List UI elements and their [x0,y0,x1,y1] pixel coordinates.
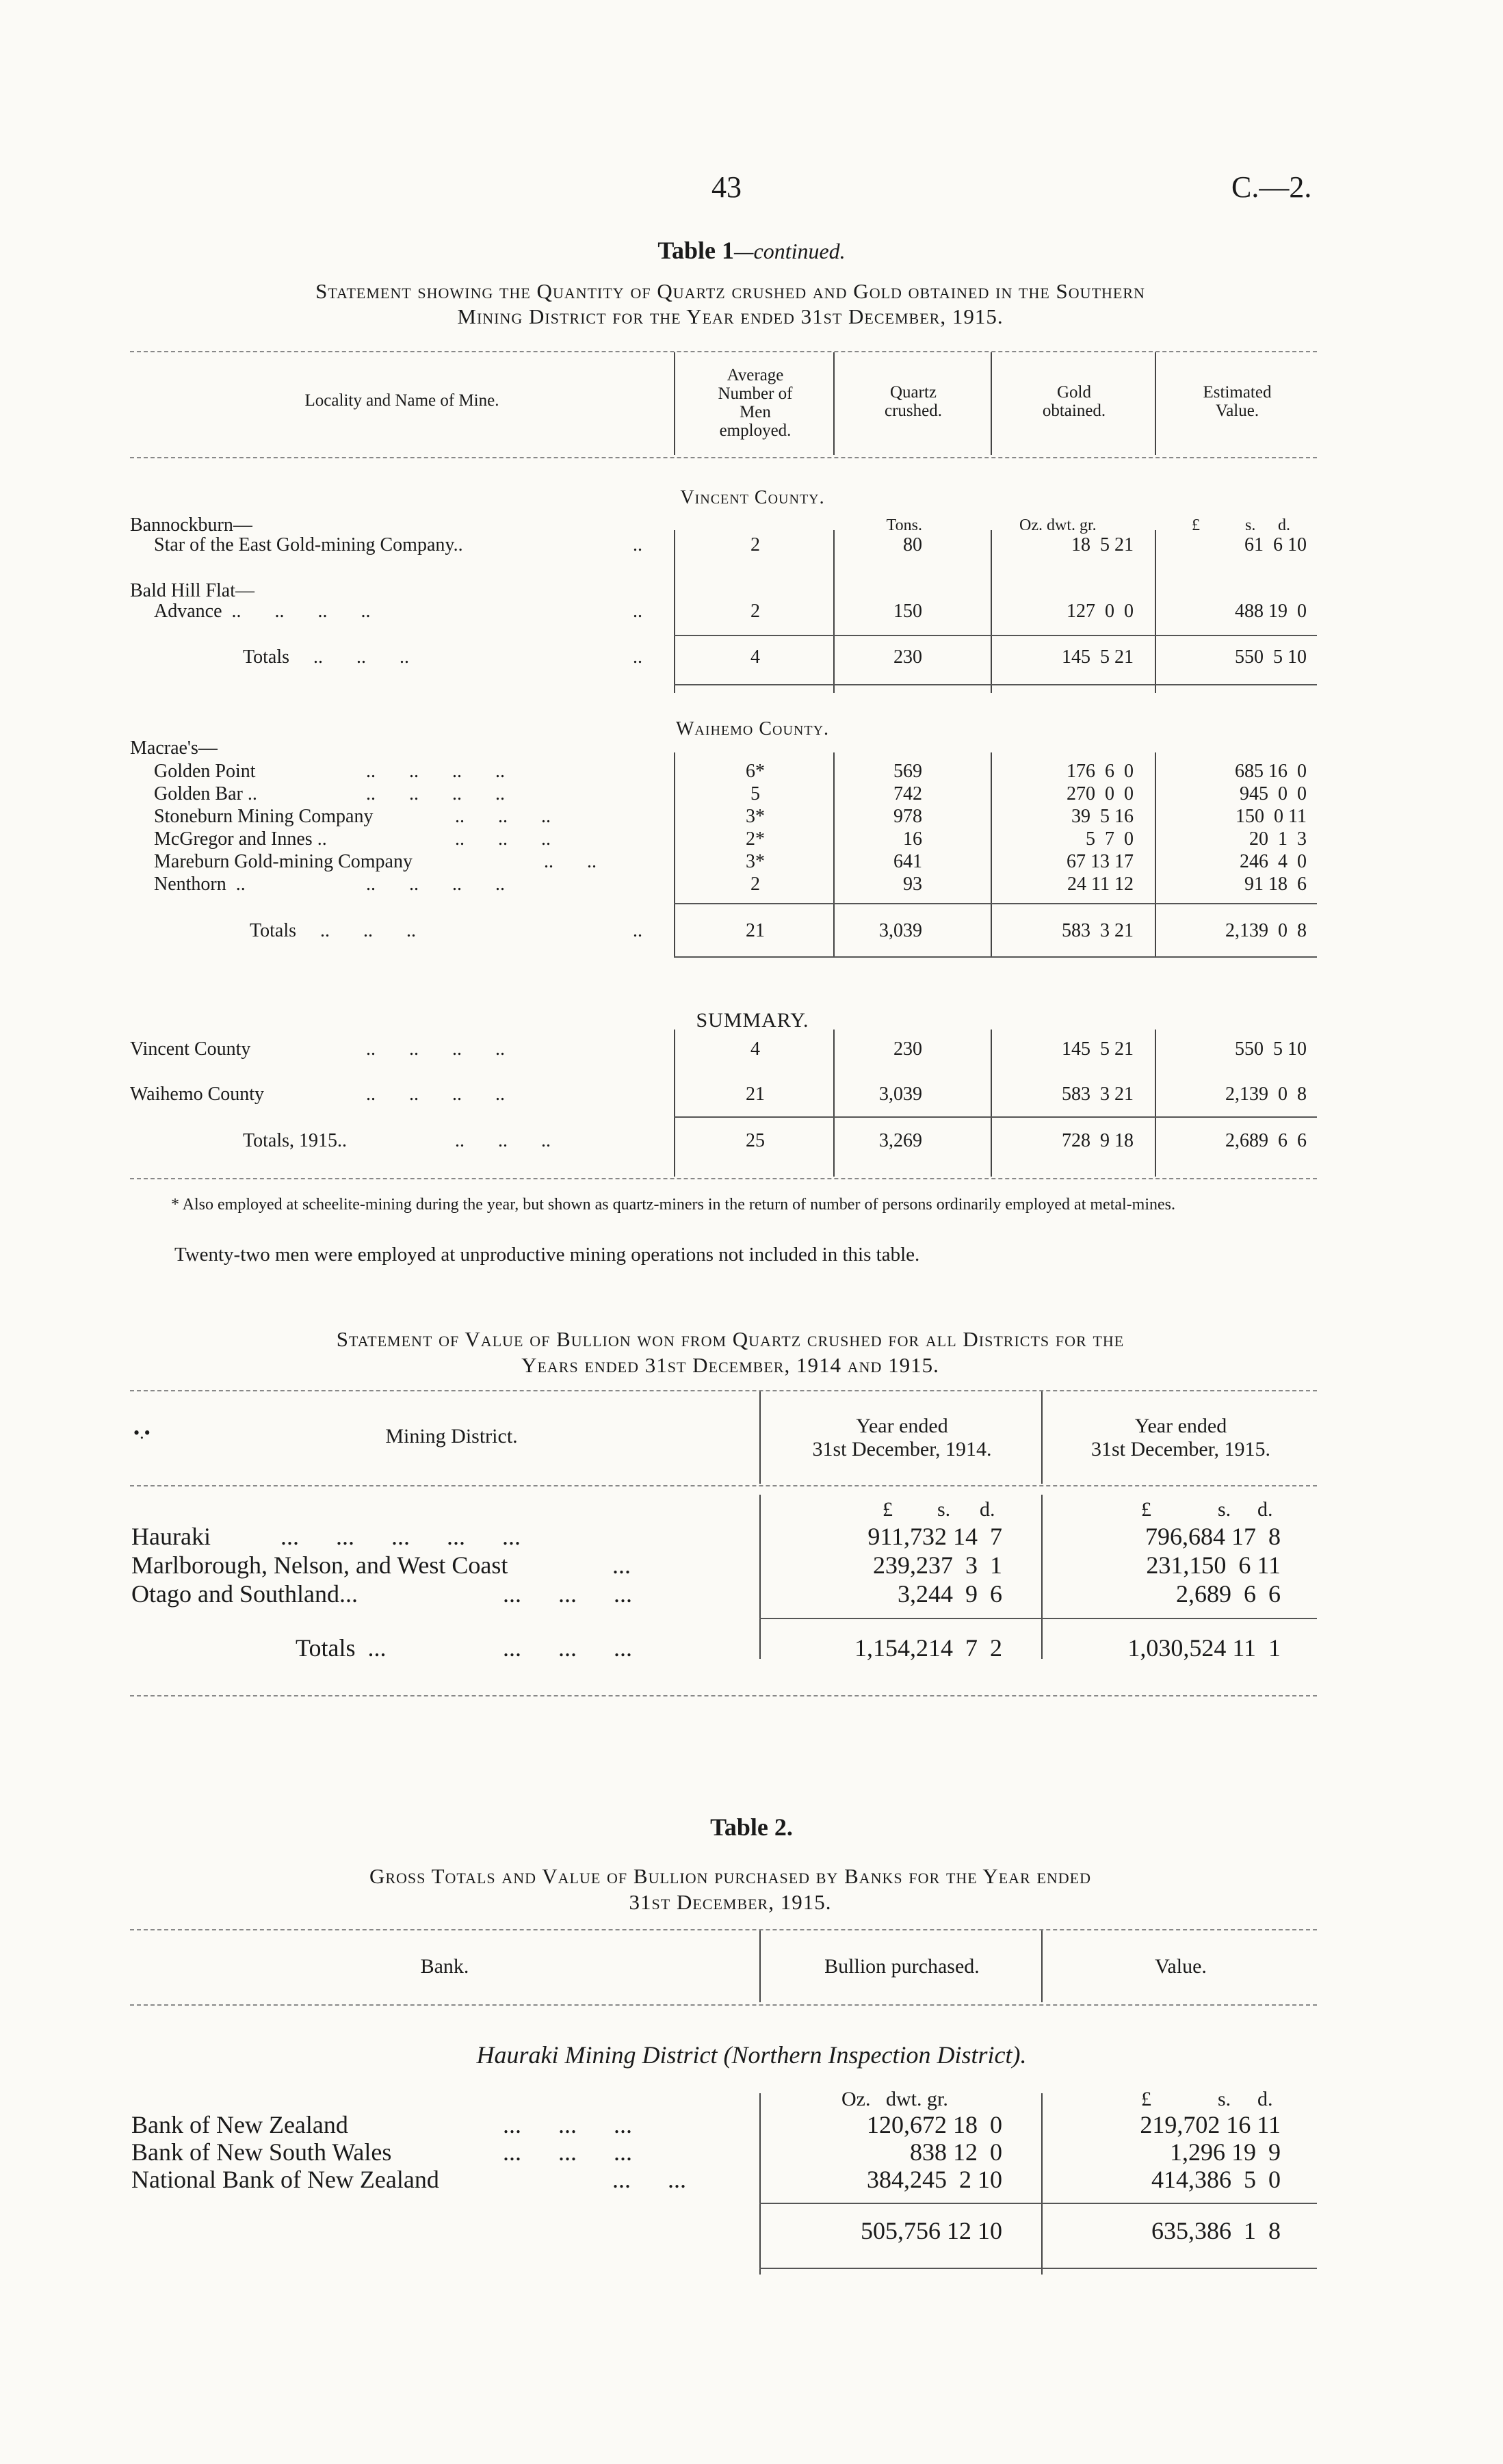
gold-obtained: 145 5 21 [1062,1038,1134,1060]
table1-column-divider [1155,1030,1156,1177]
leader-dots: .. .. .. .. [366,1038,505,1060]
estimated-value: 150 0 11 [1236,806,1307,827]
bullion-purchased: 384,245 2 10 [867,2166,1002,2193]
leader-dots: ... ... ... [503,2111,632,2138]
estimated-value: 488 19 0 [1235,601,1307,622]
subtotal-rule [759,2203,1317,2204]
quartz-crushed: 93 [903,874,922,895]
leader-dots: .. [633,534,642,555]
header-men: Average Number of Men employed. [718,366,793,440]
bank-name: Bank of New Zealand [131,2111,348,2138]
bullion-column-divider [1041,1495,1043,1659]
header-mining-district: Mining District. [385,1425,518,1447]
group-bald-hill-flat: Bald Hill Flat— [130,580,254,601]
gold-obtained: 24 11 12 [1067,874,1134,895]
district-name: Hauraki [131,1523,211,1550]
mine-name: Mareburn Gold-mining Company [154,851,413,872]
totals-rule [674,956,1317,958]
totals-label: Totals, 1915.. [243,1130,348,1151]
gold-obtained: 5 7 0 [1086,828,1134,850]
leader-dots: ... [612,1551,631,1579]
table2-header-divider [1041,1930,1043,2002]
men-employed: 2* [746,828,765,850]
quartz-crushed: 641 [893,851,922,872]
header-bullion-purchased: Bullion purchased. [824,1955,980,1978]
leader-dots: .. .. .. .. [366,874,505,895]
bullion-column-divider [759,1495,761,1659]
estimated-value: 2,689 6 6 [1225,1130,1307,1151]
unit-pounds: £ [1141,1498,1151,1521]
leader-dots: ... ... ... [503,1634,632,1662]
leader-dots: .. .. .. .. [366,1084,505,1105]
men-employed: 2 [750,874,760,895]
totals-label: Totals .. .. .. [243,646,410,668]
quartz-crushed: 742 [893,783,922,804]
table1-header-divider [1155,352,1156,455]
header-locality: Locality and Name of Mine. [304,391,499,410]
men-employed: 21 [746,1084,765,1105]
value-1915: 1,030,524 11 1 [1127,1634,1281,1662]
gold-obtained: 39 5 16 [1071,806,1134,827]
unit-pence: d. [980,1498,995,1521]
waihemo-county-heading: Waihemo County. [675,718,830,739]
value-1915: 796,684 17 8 [1145,1523,1281,1550]
leader-dots: .. .. .. [455,828,551,850]
unit-shillings: s. [937,1498,951,1521]
table2-statement-line2: 31st December, 1915. [629,1890,832,1914]
value-1914: 1,154,214 7 2 [854,1634,1002,1662]
table1-bottom-rule [130,1178,1317,1179]
unit-pence: d. [1257,1498,1273,1521]
bullion-purchased-total: 505,756 12 10 [861,2217,1002,2244]
header-value: Value. [1155,1955,1207,1978]
mine-name: Stoneburn Mining Company [154,806,374,827]
bullion-top-rule [130,1390,1317,1391]
decorative-mark-icon: •.• [133,1423,151,1443]
header-year-1914: Year ended 31st December, 1914. [812,1415,992,1460]
bullion-value: 1,296 19 9 [1170,2138,1281,2166]
estimated-value: 550 5 10 [1235,646,1307,668]
unit-oz-dwt-gr: Oz. dwt. gr. [841,2088,948,2110]
vincent-county-heading: Vincent County. [680,487,825,508]
county-name: Vincent County [130,1038,251,1060]
leader-dots: .. [633,646,642,668]
page-number: 43 [711,170,742,204]
estimated-value: 2,139 0 8 [1225,1084,1307,1105]
table1-header-rule [130,457,1317,458]
men-employed: 25 [746,1130,765,1151]
quartz-crushed: 230 [893,1038,922,1060]
men-employed: 2 [750,534,760,555]
table2-statement-line1: Gross Totals and Value of Bullion purchased by Banks for the Year ended [369,1864,1091,1888]
table1-column-divider [674,1030,675,1177]
table1-column-divider [833,530,835,693]
gold-obtained: 18 5 21 [1071,534,1134,555]
quartz-crushed: 3,269 [879,1130,922,1151]
leader-dots: .. .. .. [455,1130,551,1151]
unit-shillings: s. [1218,1498,1231,1521]
group-macraes: Macrae's— [130,737,218,759]
group-bannockburn: Bannockburn— [130,514,252,536]
estimated-value: 91 18 6 [1244,874,1307,895]
subtotal-rule [674,1116,1317,1118]
unit-pounds: £ [1192,516,1200,534]
table1-column-divider [674,530,675,693]
gold-obtained: 270 0 0 [1067,783,1134,804]
subtotal-rule [674,903,1317,904]
unit-pence: d. [1257,2088,1273,2110]
leader-dots: ... ... ... ... ... [280,1523,521,1550]
header-gold: Gold obtained. [1042,383,1106,420]
quartz-crushed: 569 [893,761,922,782]
summary-heading: SUMMARY. [696,1009,809,1032]
unit-shillings: s. [1245,516,1256,534]
table1-column-divider [674,752,675,958]
bullion-bottom-rule [130,1695,1317,1696]
gold-obtained: 728 9 18 [1062,1130,1134,1151]
bullion-header-divider [759,1391,761,1484]
men-employed: 21 [746,920,765,941]
gold-obtained: 176 6 0 [1067,761,1134,782]
mine-name: Star of the East Gold-mining Company.. [154,534,463,555]
district-name: Marlborough, Nelson, and West Coast [131,1551,508,1579]
table1-column-divider [833,752,835,958]
header-year-1915: Year ended 31st December, 1915. [1090,1415,1271,1460]
leader-dots: ... ... [612,2166,686,2193]
quartz-crushed: 230 [893,646,922,668]
quartz-crushed: 150 [893,601,922,622]
bank-name: Bank of New South Wales [131,2138,392,2166]
unit-tons: Tons. [886,516,922,534]
quartz-crushed: 978 [893,806,922,827]
table1-footnote: * Also employed at scheelite-mining during the year, but shown as quartz-miners in the return of number of persons ordinarily employed at metal-mines. [171,1196,1175,1214]
quartz-crushed: 80 [903,534,922,555]
unit-shillings: s. [1218,2088,1231,2110]
men-employed: 5 [750,783,760,804]
table2-header-rule [130,2004,1317,2006]
table2-column-divider [1041,2093,1043,2275]
county-name: Waihemo County [130,1084,265,1105]
table1-header-divider [833,352,835,455]
mine-name: Nenthorn .. [154,874,246,895]
table1-statement-line1: Statement showing the Quantity of Quartz crushed and Gold obtained in the Southern [315,279,1145,303]
estimated-value: 550 5 10 [1235,1038,1307,1060]
bank-name: National Bank of New Zealand [131,2166,439,2193]
table2-column-divider [759,2093,761,2275]
bullion-purchased: 120,672 18 0 [867,2111,1002,2138]
header-bank: Bank. [420,1955,469,1978]
table1-header-divider [674,352,675,455]
gold-obtained: 67 13 17 [1067,851,1134,872]
district-heading: Hauraki Mining District (Northern Inspection District). [476,2041,1027,2069]
estimated-value: 246 4 0 [1240,851,1307,872]
table1-top-rule [130,351,1317,352]
leader-dots: .. [633,920,642,941]
table1-column-divider [1155,752,1156,958]
value-1914: 3,244 9 6 [898,1580,1002,1608]
totals-rule [674,684,1317,685]
quartz-crushed: 16 [903,828,922,850]
table2-title: Table 2. [710,1813,793,1841]
value-1915: 231,150 6 11 [1146,1551,1281,1579]
estimated-value: 20 1 3 [1249,828,1307,850]
men-employed: 3* [746,851,765,872]
quartz-crushed: 3,039 [879,920,922,941]
bullion-header-divider [1041,1391,1043,1484]
table1-column-divider [1155,530,1156,693]
totals-rule [759,2268,1317,2269]
bullion-value: 414,386 5 0 [1151,2166,1281,2193]
quartz-crushed: 3,039 [879,1084,922,1105]
table1-statement-line2: Mining District for the Year ended 31st December, 1915. [457,304,1004,328]
estimated-value: 685 16 0 [1235,761,1307,782]
bullion-header-rule [130,1485,1317,1486]
value-1914: 239,237 3 1 [873,1551,1002,1579]
table1-column-divider [991,752,992,958]
leader-dots: .. .. [544,851,597,872]
gold-obtained: 127 0 0 [1067,601,1134,622]
bullion-statement-line1: Statement of Value of Bullion won from Quartz crushed for all Districts for the [336,1327,1125,1351]
totals-label: Totals .. .. .. [250,920,417,941]
header-value: Estimated Value. [1203,383,1272,420]
header-quartz: Quartz crushed. [885,383,942,420]
estimated-value: 61 6 10 [1244,534,1307,555]
estimated-value: 945 0 0 [1240,783,1307,804]
mine-name: Golden Point [154,761,256,782]
bullion-purchased: 838 12 0 [910,2138,1002,2166]
bullion-value: 219,702 16 11 [1140,2111,1281,2138]
bullion-value-total: 635,386 1 8 [1151,2217,1281,2244]
gold-obtained: 583 3 21 [1062,920,1134,941]
gold-obtained: 583 3 21 [1062,1084,1134,1105]
totals-label: Totals ... [296,1634,387,1662]
leader-dots: .. .. .. .. [366,783,505,804]
unit-gold: Oz. dwt. gr. [1019,516,1097,534]
unit-pence: d. [1278,516,1290,534]
subtotal-rule [674,635,1317,636]
leader-dots: .. [633,601,642,622]
table1-note: Twenty-two men were employed at unproductive mining operations not included in this table. [174,1244,920,1266]
table1-title: Table 1—continued. [657,237,846,264]
table1-header-divider [991,352,992,455]
men-employed: 2 [750,601,760,622]
men-employed: 6* [746,761,765,782]
value-1914: 911,732 14 7 [867,1523,1002,1550]
table1-column-divider [833,1030,835,1177]
unit-pounds: £ [1141,2088,1151,2110]
leader-dots: ... ... ... [503,1580,632,1608]
district-name: Otago and Southland... [131,1580,358,1608]
bullion-statement-line2: Years ended 31st December, 1914 and 1915. [521,1353,939,1377]
mine-name: Golden Bar .. [154,783,257,804]
mine-name: McGregor and Innes .. [154,828,327,850]
men-employed: 4 [750,646,760,668]
mine-name: Advance .. .. .. .. [154,601,371,622]
men-employed: 3* [746,806,765,827]
unit-pounds: £ [883,1498,893,1521]
document-code: C.—2. [1231,170,1312,204]
value-1915: 2,689 6 6 [1176,1580,1281,1608]
gold-obtained: 145 5 21 [1062,646,1134,668]
subtotal-rule [759,1618,1317,1619]
table1-column-divider [991,530,992,693]
leader-dots: .. .. .. .. [366,761,505,782]
table1-column-divider [991,1030,992,1177]
table2-top-rule [130,1929,1317,1930]
table2-header-divider [759,1930,761,2002]
leader-dots: .. .. .. [455,806,551,827]
leader-dots: ... ... ... [503,2138,632,2166]
men-employed: 4 [750,1038,760,1060]
estimated-value: 2,139 0 8 [1225,920,1307,941]
